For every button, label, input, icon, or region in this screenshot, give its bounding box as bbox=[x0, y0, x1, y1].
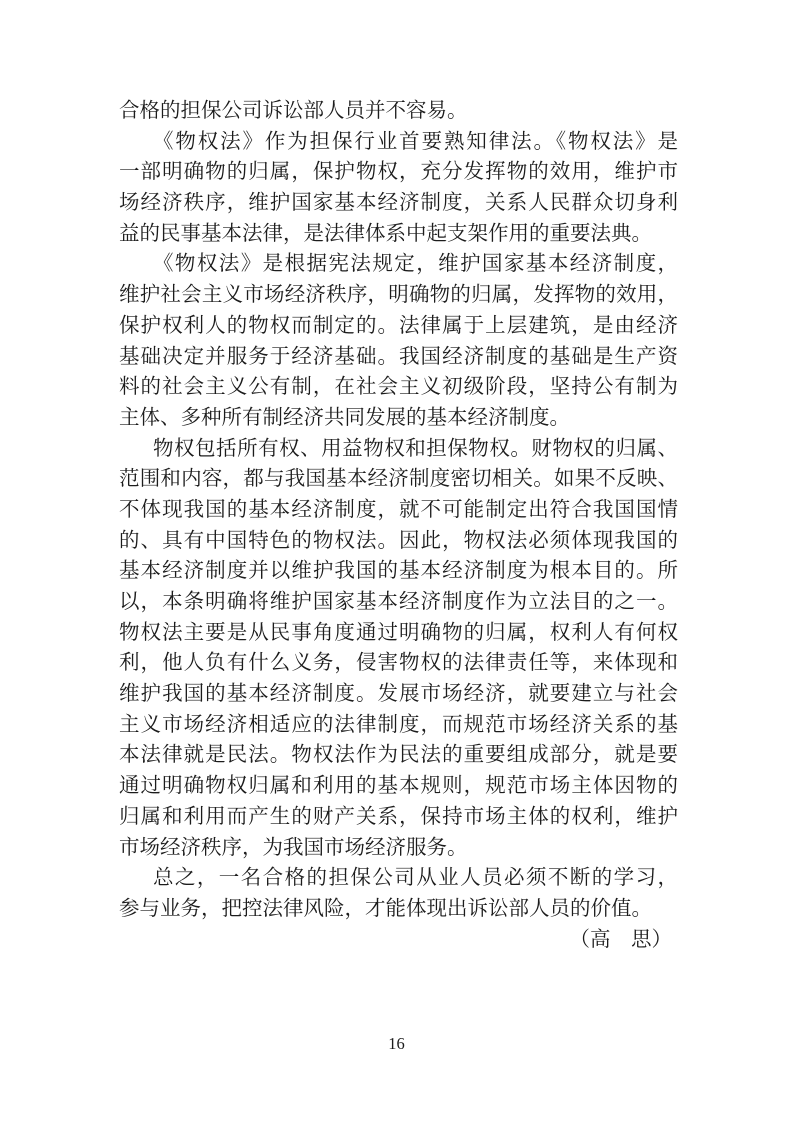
author-signature: （高 思） bbox=[569, 928, 672, 951]
text-line: 保护权利人的物权而制定的。法律属于上层建筑，是由经济 bbox=[119, 314, 678, 337]
text-line: 总之，一名合格的担保公司从业人员必须不断的学习， bbox=[153, 867, 678, 890]
text-body bbox=[119, 96, 678, 955]
text-line: 本法律就是民法。物权法作为民法的重要组成部分，就是要 bbox=[119, 744, 678, 767]
text-line: 主体、多种所有制经济共同发展的基本经济制度。 bbox=[119, 406, 570, 429]
text-line: 以，本条明确将维护国家基本经济制度作为立法目的之一。 bbox=[119, 591, 678, 613]
text-line: 场经济秩序，维护国家基本经济制度，关系人民群众切身利 bbox=[119, 192, 678, 215]
text-line: 一部明确物的归属，保护物权，充分发挥物的效用，维护市 bbox=[119, 161, 678, 184]
page-number: 16 bbox=[388, 1034, 405, 1053]
text-line: 不体现我国的基本经济制度，就不可能制定出符合我国国情 bbox=[119, 498, 678, 521]
text-line: 益的民事基本法律，是法律体系中起支架作用的重要法典。 bbox=[119, 222, 652, 245]
text-line: 维护社会主义市场经济秩序，明确物的归属，发挥物的效用， bbox=[119, 284, 678, 307]
text-line: 市场经济秩序，为我国市场经济服务。 bbox=[119, 836, 468, 859]
text-line: 基础决定并服务于经济基础。我国经济制度的基础是生产资 bbox=[119, 345, 678, 368]
paragraphs-container bbox=[119, 96, 678, 925]
text-line: 物权包括所有权、用益物权和担保物权。财物权的归属、 bbox=[153, 437, 678, 460]
text-line: 范围和内容，都与我国基本经济制度密切相关。如果不反映、 bbox=[119, 468, 678, 491]
text-line: 基本经济制度并以维护我国的基本经济制度为根本目的。所 bbox=[119, 560, 678, 583]
text-line: 通过明确物权归属和利用的基本规则，规范市场主体因物的 bbox=[119, 775, 678, 798]
text-line: 物权法主要是从民事角度通过明确物的归属，权利人有何权 bbox=[119, 621, 678, 644]
text-line: 《物权法》是根据宪法规定，维护国家基本经济制度， bbox=[153, 253, 678, 276]
text-line: 参与业务，把控法律风险，才能体现出诉讼部人员的价值。 bbox=[119, 897, 652, 920]
text-line: 料的社会主义公有制，在社会主义初级阶段，坚持公有制为 bbox=[119, 376, 678, 399]
text-line: 主义市场经济相适应的法律制度，而规范市场经济关系的基 bbox=[119, 713, 678, 736]
text-line: 利，他人负有什么义务，侵害物权的法律责任等，来体现和 bbox=[119, 652, 678, 675]
text-line: 的、具有中国特色的物权法。因此，物权法必须体现我国的 bbox=[119, 529, 678, 552]
text-line: 维护我国的基本经济制度。发展市场经济，就要建立与社会 bbox=[119, 683, 678, 706]
text-line: 合格的担保公司诉讼部人员并不容易。 bbox=[119, 100, 468, 122]
text-line: 归属和利用而产生的财产关系，保持市场主体的权利，维护 bbox=[119, 805, 678, 828]
text-line: 《物权法》作为担保行业首要熟知律法。《物权法》是 bbox=[153, 130, 678, 153]
